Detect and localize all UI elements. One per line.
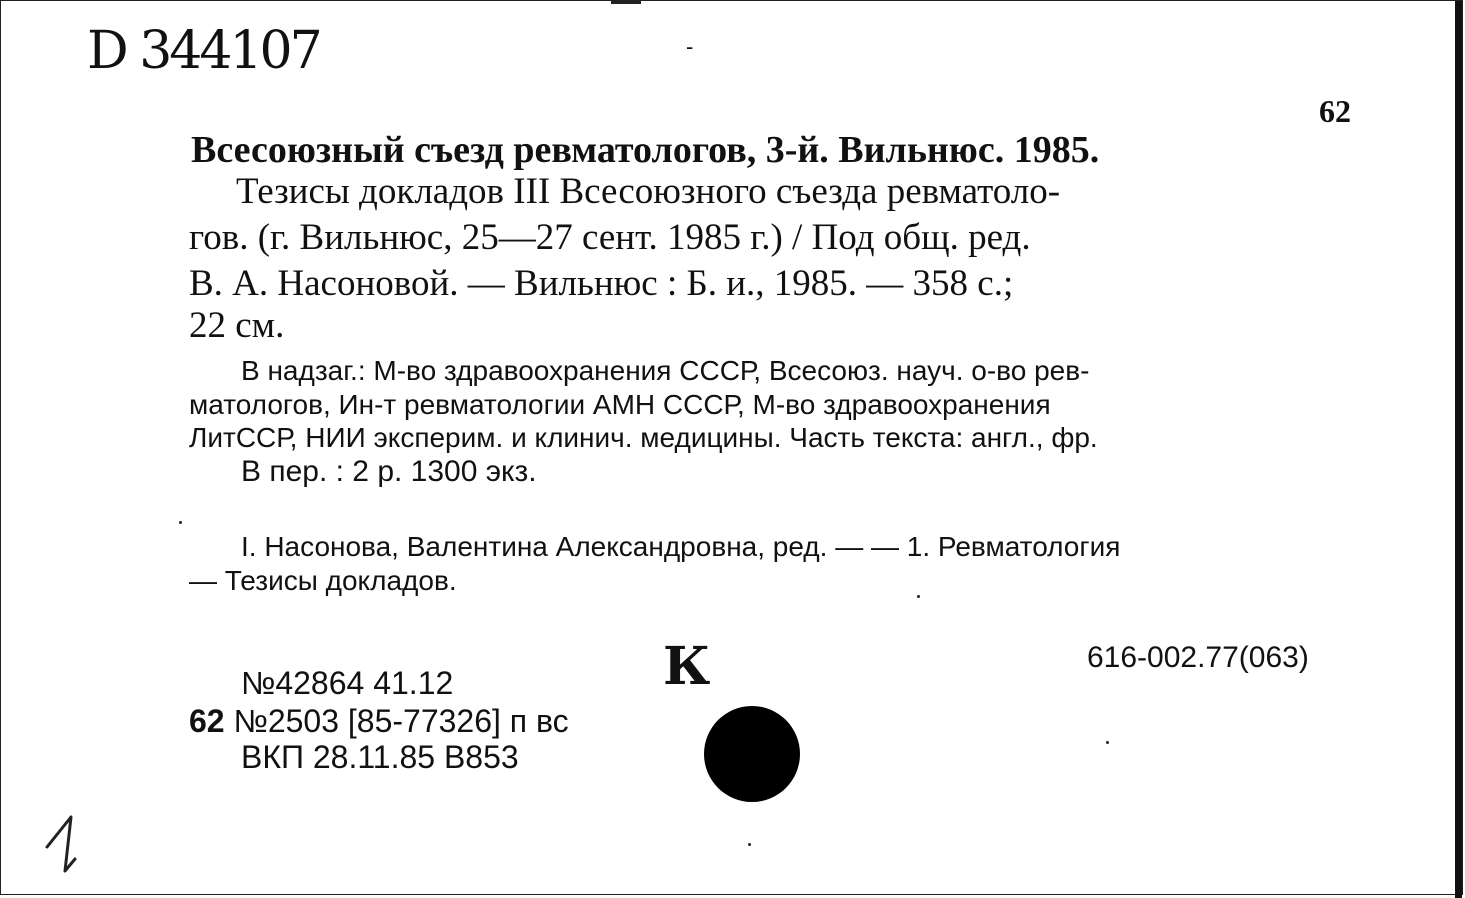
body-line-4: 22 см.	[189, 305, 285, 346]
body-line-2: гов. (г. Вильнюс, 25—27 сент. 1985 г.) / Под общ. ред.	[189, 217, 1031, 258]
card-top-mark	[611, 1, 641, 4]
tracing-line-1: I. Насонова, Валентина Александровна, ред. — — 1. Ревматология	[241, 531, 1121, 562]
speck	[748, 843, 751, 846]
note-line-1: В надзаг.: М-во здравоохранения СССР, Всесоюз. науч. о-во рев-	[241, 355, 1090, 386]
card-code: D 344107	[87, 21, 320, 81]
catalog-line-1: №42864 41.12	[241, 665, 454, 701]
speck	[917, 595, 920, 598]
body-line-3: В. А. Насоновой. — Вильнюс : Б. и., 1985. — 358 с.;	[189, 263, 1014, 304]
price-line: В пер. : 2 р. 1300 экз.	[241, 455, 537, 488]
catalog-line-3: ВКП 28.11.85 В853	[241, 739, 519, 775]
catalog-line-2-text: №2503 [85-77326] п вс	[233, 703, 569, 739]
body-line-1: Тезисы докладов III Всесоюзного съезда ревматоло-	[236, 171, 1061, 212]
note-line-3: ЛитССР, НИИ эксперим. и клинич. медицины. Часть текста: англ., фр.	[189, 422, 1098, 453]
handwritten-number-icon	[41, 811, 91, 881]
card-title: Всесоюзный съезд ревматологов, 3-й. Вильнюс. 1985.	[191, 129, 1100, 171]
udc-code: 616-002.77(063)	[1087, 641, 1309, 674]
stray-dash: -	[686, 34, 694, 59]
page-number: 62	[1319, 93, 1351, 129]
speck	[179, 521, 182, 524]
speck	[1106, 741, 1109, 744]
note-line-2: матологов, Ин-т ревматологии АМН СССР, М-во здравоохранения	[189, 389, 1051, 420]
catalog-line-2	[189, 705, 569, 737]
card-edge-shadow	[1455, 1, 1462, 898]
k-mark: К	[663, 636, 711, 697]
catalog-line-2-prefix: 62	[189, 703, 225, 739]
tracing-line-2: — Тезисы докладов.	[189, 565, 457, 596]
punch-hole	[704, 706, 800, 802]
